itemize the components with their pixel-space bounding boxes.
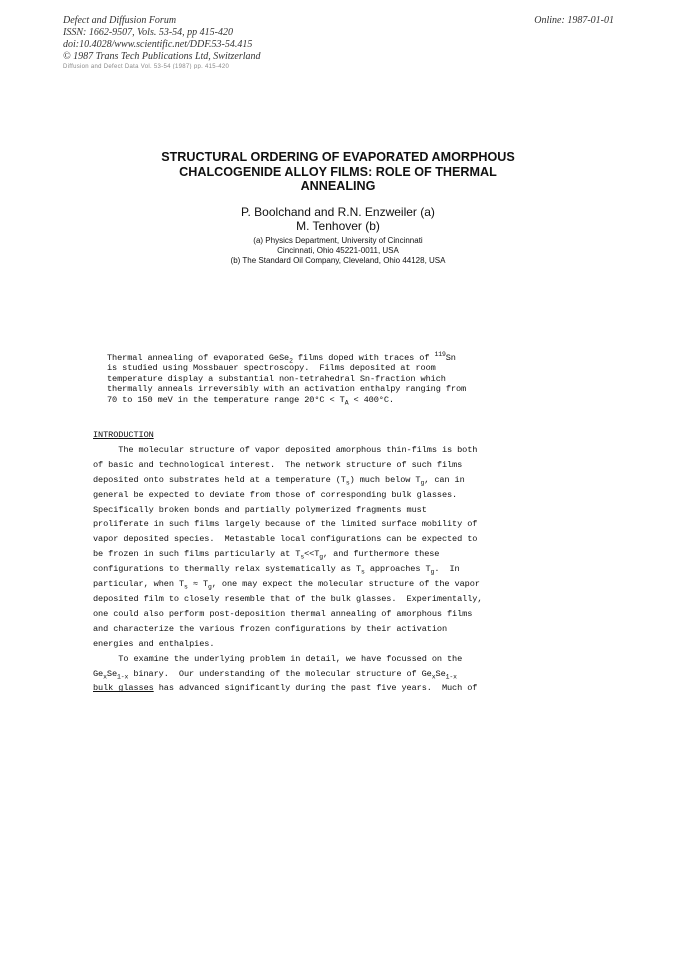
section-heading: INTRODUCTION [93, 430, 154, 440]
title-line: ANNEALING [300, 179, 376, 193]
issn-line: ISSN: 1662-9507, Vols. 53-54, pp 415-420 [63, 27, 233, 38]
author-line: P. Boolchand and R.N. Enzweiler (a) [241, 205, 435, 219]
cropped-running-header: Diffusion and Defect Data Vol. 53-54 (1987) pp. 415-420 [63, 64, 230, 69]
introduction-section: INTRODUCTION The molecular structure of vapor deposited amorphous thin-films is both of basic and technological interest. The network structure of such films deposited onto substrates held at a temperature $(T_s)$ much below $T_g$, can in general be expected to deviate from those of corresponding bulk glasses. Specifically broken bonds and partially polymerized fragments must proliferate in such films largely because of the limited surface mobility of vapor deposited species. Metastable local configurations can be expected to be frozen in such films particularly at $T_s<<T_g$, and furthermore these configurations to thermally relax systematically as $T_s$ approaches $T_g$. In particular, when $T_s \approx T_g$, one may expect the molecular structure of the vapor deposited film to closely resemble that of the bulk glasses. Experimentally, one could also perform post-deposition thermal annealing of amorphous films and characterize the various frozen configurations by their activation energies and enthalpies. To examine the underlying problem in detail, we have focussed on the $Ge_xSe_{1-x}$ binary. Our understanding of the molecular structure of $Ge_xSe_{1-x}$ bulk glasses has advanced significantly during the past five years. Much of [93, 430, 483, 694]
doi-line[interactable]: doi:10.4028/www.scientific.net/DDF.53-54.415 [63, 39, 253, 50]
journal-name: Defect and Diffusion Forum [63, 15, 177, 26]
copyright-line: © 1987 Trans Tech Publications Ltd, Switzerland [63, 51, 261, 62]
affiliation-a-address: Cincinnati, Ohio 45221-0011, USA [277, 246, 399, 255]
journal-header [63, 15, 261, 63]
authors [100, 205, 576, 233]
author-line: M. Tenhover (b) [296, 219, 380, 233]
affiliation-a: (a) Physics Department, University of Cincinnati [253, 236, 423, 245]
title-line: STRUCTURAL ORDERING OF EVAPORATED AMORPHOUS [161, 150, 515, 164]
affiliations [100, 236, 576, 266]
paper-title [100, 150, 576, 194]
title-line: CHALCOGENIDE ALLOY FILMS: ROLE OF THERMAL [179, 164, 497, 179]
abstract: Thermal annealing of evaporated GeSe$_2$ films doped with traces of $^{119}$Sn is studied using Mossbauer spectroscopy. Films deposited at room temperature display a substantial non-tetrahedral Sn-fraction which thermally anneals irreversibly with an activation enthalpy ranging from 70 to 150 meV in the temperature range $20^\circ C < T_A < 400^\circ C$. [107, 351, 467, 407]
online-date: Online: 1987-01-01 [534, 15, 614, 26]
affiliation-b: (b) The Standard Oil Company, Cleveland, Ohio 44128, USA [230, 256, 446, 265]
